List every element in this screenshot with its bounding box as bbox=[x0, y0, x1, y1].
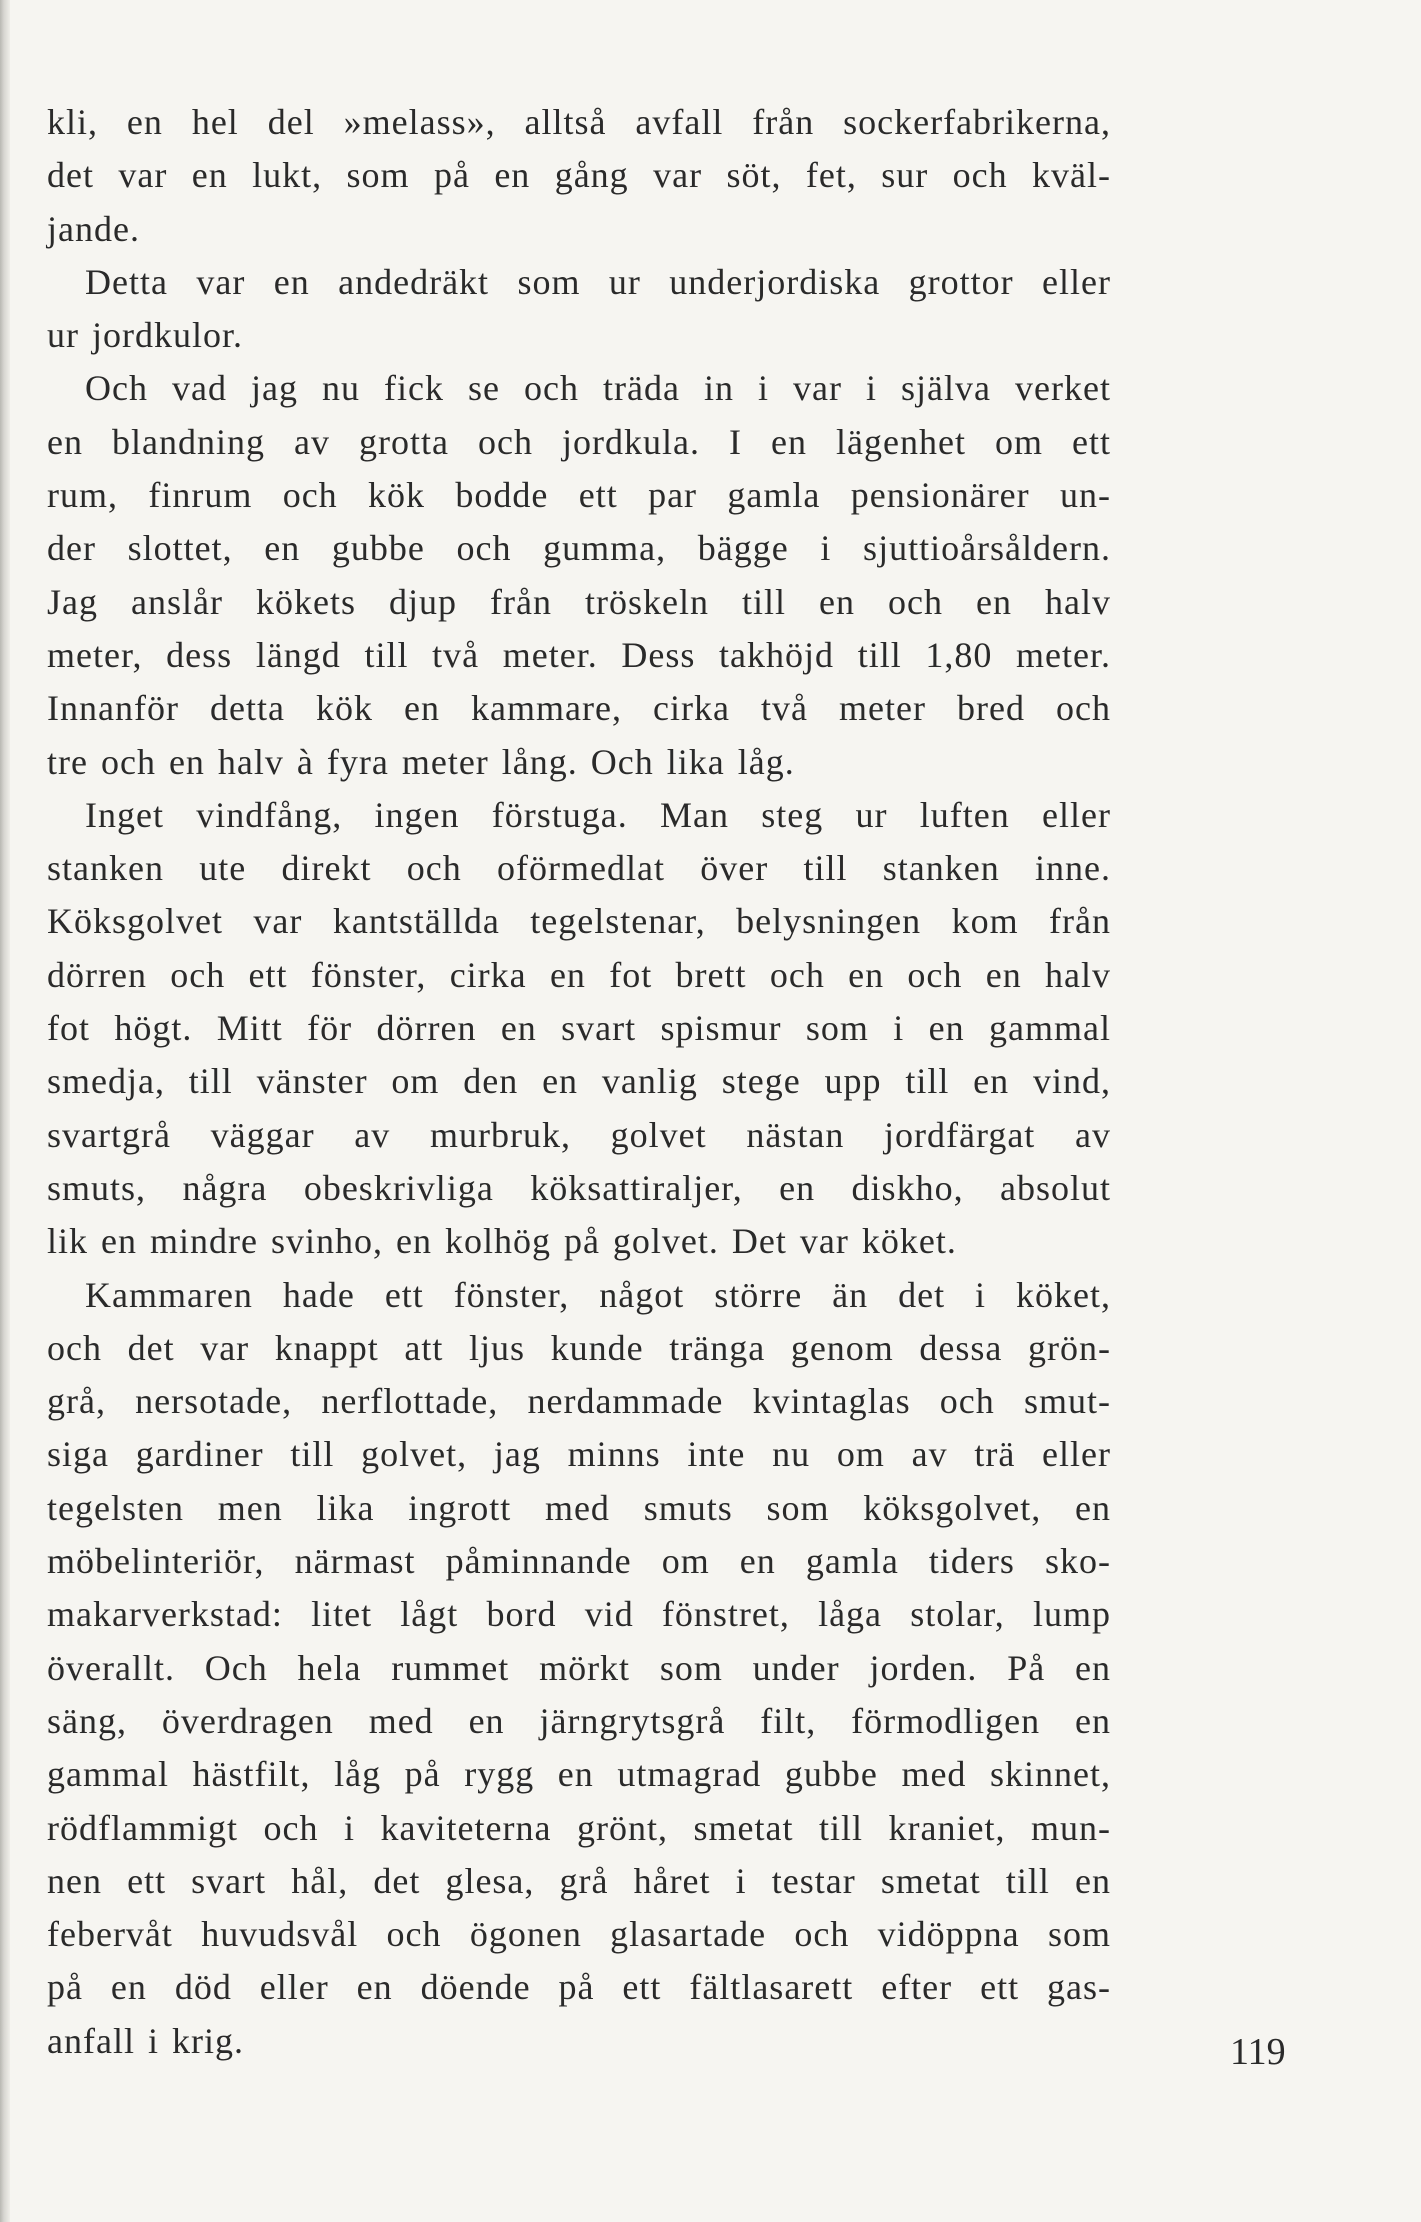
body-text bbox=[47, 96, 1111, 2068]
text-line: Och vad jag nu fick se och träda in i var i själva verket bbox=[85, 368, 1111, 409]
text-line: meter, dess längd till två meter. Dess takhöjd till 1,80 meter. bbox=[47, 634, 1111, 675]
text-line: det var en lukt, som på en gång var söt, fet, sur och kväl- bbox=[47, 155, 1111, 196]
text-line: möbelinteriör, närmast påminnande om en gamla tiders sko- bbox=[47, 1541, 1111, 1582]
text-line: lik en mindre svinho, en kolhög på golvet. Det var köket. bbox=[47, 1221, 957, 1262]
text-line: smuts, några obeskrivliga köksattiraljer, en diskho, absolut bbox=[47, 1167, 1111, 1208]
text-line: Detta var en andedräkt som ur underjordiska grottor eller bbox=[85, 261, 1111, 302]
text-line: överallt. Och hela rummet mörkt som under jorden. På en bbox=[47, 1647, 1111, 1688]
text-line: en blandning av grotta och jordkula. I en lägenhet om ett bbox=[47, 421, 1111, 462]
text-line: Inget vindfång, ingen förstuga. Man steg ur luften eller bbox=[85, 794, 1111, 835]
text-line: Innanför detta kök en kammare, cirka två meter bred och bbox=[47, 688, 1111, 729]
text-line: säng, överdragen med en järngrytsgrå filt, förmodligen en bbox=[47, 1700, 1111, 1741]
text-line: anfall i krig. bbox=[47, 2020, 244, 2061]
page-binding-edge bbox=[0, 0, 10, 2222]
text-line: fot högt. Mitt för dörren en svart spismur som i en gammal bbox=[47, 1008, 1111, 1049]
text-line: dörren och ett fönster, cirka en fot brett och en och en halv bbox=[47, 954, 1111, 995]
text-line: Köksgolvet var kantställda tegelstenar, belysningen kom från bbox=[47, 901, 1111, 942]
text-line: smedja, till vänster om den en vanlig stege upp till en vind, bbox=[47, 1061, 1111, 1102]
text-line: der slottet, en gubbe och gumma, bägge i sjuttioårsåldern. bbox=[47, 528, 1111, 569]
text-line: gammal hästfilt, låg på rygg en utmagrad gubbe med skinnet, bbox=[47, 1754, 1111, 1795]
page-number: 119 bbox=[1230, 2031, 1286, 2073]
text-line: febervåt huvudsvål och ögonen glasartade och vidöppna som bbox=[47, 1914, 1111, 1955]
text-line: ur jordkulor. bbox=[47, 315, 243, 356]
text-line: Kammaren hade ett fönster, något större än det i köket, bbox=[85, 1274, 1111, 1315]
text-line: nen ett svart hål, det glesa, grå håret i testar smetat till en bbox=[47, 1860, 1111, 1901]
text-line: tegelsten men lika ingrott med smuts som köksgolvet, en bbox=[47, 1487, 1111, 1528]
text-line: svartgrå väggar av murbruk, golvet nästan jordfärgat av bbox=[47, 1114, 1111, 1155]
text-line: siga gardiner till golvet, jag minns inte nu om av trä eller bbox=[47, 1434, 1111, 1475]
text-line: Jag anslår kökets djup från tröskeln till en och en halv bbox=[47, 581, 1111, 622]
text-line: tre och en halv à fyra meter lång. Och lika låg. bbox=[47, 741, 795, 782]
text-line: stanken ute direkt och oförmedlat över till stanken inne. bbox=[47, 848, 1111, 889]
text-line: på en död eller en döende på ett fältlasarett efter ett gas- bbox=[47, 1967, 1111, 2008]
text-line: kli, en hel del »melass», alltså avfall från sockerfabrikerna, bbox=[47, 102, 1111, 142]
text-line: rödflammigt och i kaviteterna grönt, smetat till kraniet, mun- bbox=[47, 1807, 1111, 1848]
text-line: makarverkstad: litet lågt bord vid fönstret, låga stolar, lump bbox=[47, 1594, 1111, 1635]
text-line: grå, nersotade, nerflottade, nerdammade kvintaglas och smut- bbox=[47, 1381, 1111, 1422]
text-line: jande. bbox=[47, 208, 140, 249]
text-line: och det var knappt att ljus kunde tränga genom dessa grön- bbox=[47, 1327, 1111, 1368]
text-line: rum, finrum och kök bodde ett par gamla pensionärer un- bbox=[47, 475, 1111, 516]
